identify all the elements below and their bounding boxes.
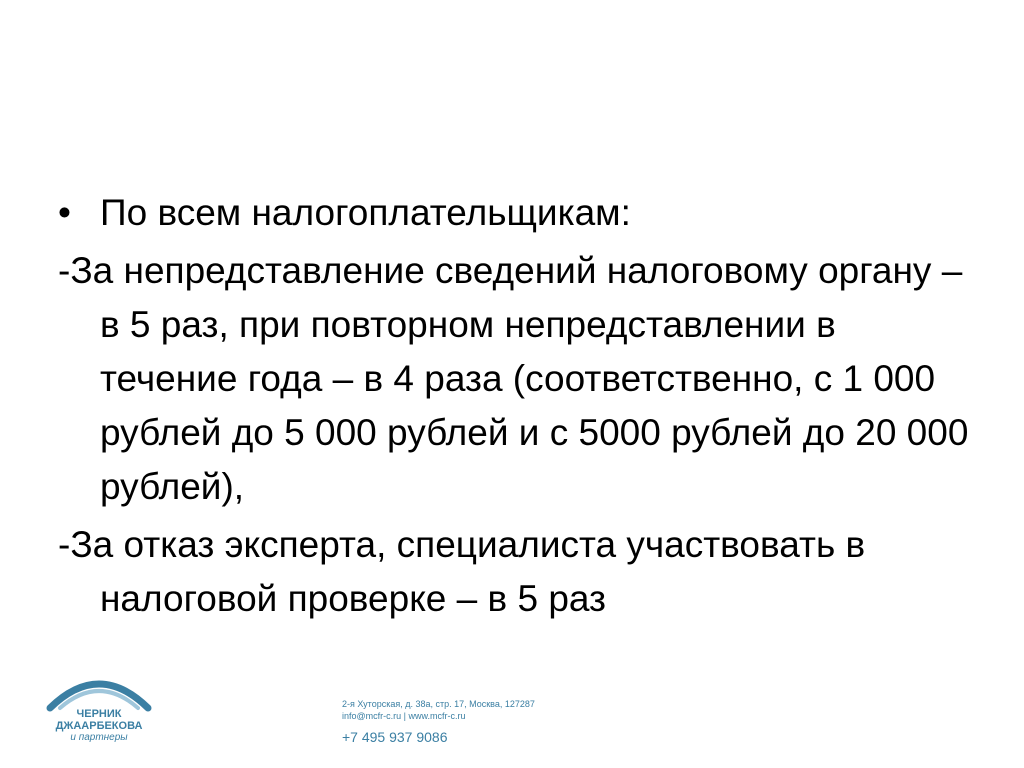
footer-address: 2-я Хуторская, д. 38а, стр. 17, Москва, 127287 — [342, 699, 535, 709]
dash-marker: - — [58, 250, 71, 291]
logo-line-3: и партнеры — [70, 732, 128, 743]
company-logo — [44, 668, 154, 748]
list-item-text: За отказ эксперта, специалиста участвовать в налоговой проверке – в 5 раз — [70, 524, 866, 619]
logo-line-1: ЧЕРНИК — [76, 708, 122, 720]
logo-line-2: ДЖААРБЕКОВА — [55, 720, 143, 732]
bullet-heading — [58, 186, 978, 240]
footer-email-website: info@mcfr-c.ru | www.mcfr-c.ru — [342, 711, 466, 721]
footer-contact-info — [342, 698, 535, 745]
heading-text: По всем налогоплательщикам: — [100, 192, 631, 233]
slide-body — [58, 186, 978, 630]
list-item-expert-refusal — [58, 518, 978, 626]
bullet-icon: • — [58, 192, 71, 233]
list-item-text: За непредставление сведений налоговому органу – в 5 раз, при повторном непредставлении в течение года – в 4 раза (соответственно, с 1 000 рублей до 5 000 рублей и с 5000 рублей до 20 000 рублей), — [70, 250, 969, 507]
dash-marker: - — [58, 524, 71, 565]
footer-phone: +7 495 937 9086 — [342, 729, 448, 745]
list-item-nonsubmission — [58, 244, 978, 514]
